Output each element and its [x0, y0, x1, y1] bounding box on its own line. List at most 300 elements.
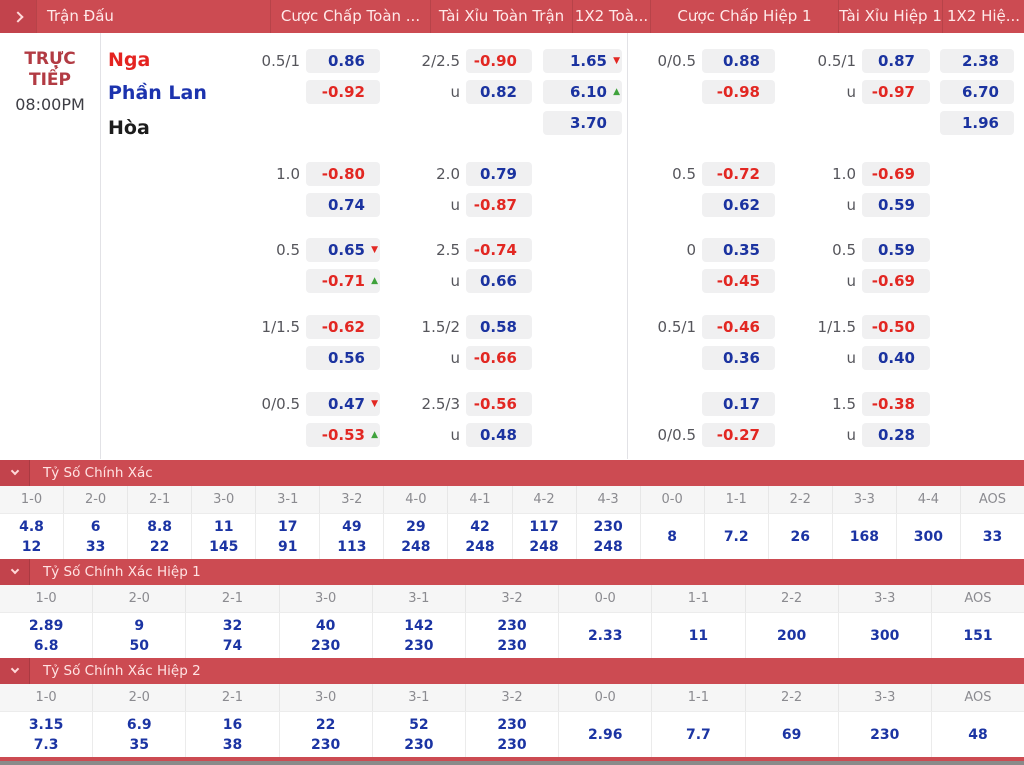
- ou-h1-line-label: u: [846, 426, 856, 444]
- score-odds-value: 33: [982, 528, 1003, 545]
- odds-value: -0.50: [871, 318, 915, 336]
- score-column-label: 3-2: [466, 585, 559, 612]
- score-column-label: 4-1: [448, 486, 512, 513]
- score-column-label: 3-2: [320, 486, 384, 513]
- score-odds-value: 248: [593, 538, 623, 555]
- score-odds-value: 11: [213, 518, 234, 535]
- ou-h1-odds-button[interactable]: [862, 193, 930, 217]
- score-odds-value: 230: [870, 726, 900, 743]
- score-column-label: 3-3: [839, 684, 932, 711]
- odds-value: 0.17: [722, 395, 760, 413]
- col-header-1x2-ft: 1X2 Toà...: [572, 0, 650, 33]
- score-odds-button[interactable]: [373, 613, 466, 658]
- score-odds-value: 151: [963, 627, 993, 644]
- score-column-label: 0-0: [559, 684, 652, 711]
- score-column-label: 3-0: [280, 684, 373, 711]
- score-column-label: AOS: [964, 591, 992, 606]
- ou-ft-odds-button[interactable]: [466, 80, 532, 104]
- hc-h1-odds-button[interactable]: [702, 238, 775, 262]
- score-odds-value: 50: [129, 637, 150, 654]
- score-column-label: 1-0: [0, 585, 93, 612]
- score-odds-value: 3.15: [28, 716, 64, 733]
- score-odds-value: 113: [337, 538, 367, 555]
- hc-h1-odds-button[interactable]: [702, 346, 775, 370]
- score-column-label: 3-0: [280, 585, 373, 612]
- score-odds-value: 230: [404, 637, 434, 654]
- hc-ft-line-label: 1/1.5: [261, 318, 300, 336]
- ou-ft-line-label: u: [450, 83, 460, 101]
- x2-h1-odds-button[interactable]: [940, 49, 1014, 73]
- score-odds-button[interactable]: [833, 514, 897, 559]
- ou-h1-line-label: 1.5: [832, 395, 856, 413]
- hc-h1-odds-button[interactable]: [702, 315, 775, 339]
- ou-ft-odds-button[interactable]: [466, 392, 532, 416]
- odds-value: -0.74: [473, 241, 517, 259]
- score-odds-value: 200: [776, 627, 807, 644]
- score-column-label: 3-3: [839, 585, 932, 612]
- ou-h1-odds-button[interactable]: [862, 238, 930, 262]
- section-title: Tỷ Số Chính Xác Hiệp 1: [43, 564, 201, 580]
- score-odds-value: 300: [870, 627, 900, 644]
- ou-ft-odds-button[interactable]: [466, 423, 532, 447]
- ou-h1-odds-button[interactable]: [862, 49, 930, 73]
- score-odds-value: 7.7: [686, 726, 711, 743]
- odds-value: 0.79: [479, 165, 517, 183]
- arrow-up-icon: ▲: [371, 430, 378, 440]
- score-odds-value: 230: [497, 637, 527, 654]
- hc-ft-odds-button[interactable]: [306, 423, 380, 447]
- score-odds-value: 230: [311, 736, 341, 753]
- odds-value: 0.86: [327, 52, 365, 70]
- odds-value: 0.56: [327, 349, 365, 367]
- x2-h1-odds-button[interactable]: [940, 80, 1014, 104]
- ou-ft-odds-button[interactable]: [466, 193, 532, 217]
- away-team: Phần Lan: [108, 82, 207, 104]
- score-odds-value: 22: [315, 716, 336, 733]
- score-odds-button[interactable]: [897, 514, 961, 559]
- score-odds-value: 69: [781, 726, 802, 743]
- odds-value: 0.65: [327, 241, 365, 259]
- score-odds-button[interactable]: [280, 712, 373, 757]
- score-odds-value: 42: [470, 518, 490, 535]
- score-odds-value: 29: [406, 518, 426, 535]
- score-odds-value: 248: [465, 538, 495, 555]
- score-odds-value: 2.89: [28, 617, 64, 634]
- ou-ft-line-label: 2/2.5: [421, 52, 460, 70]
- odds-value: -0.38: [871, 395, 915, 413]
- arrow-down-icon: ▼: [371, 399, 378, 409]
- odds-value: 2.38: [961, 52, 999, 70]
- score-odds-value: 4.8: [19, 518, 44, 535]
- chevron-down-icon: [10, 467, 18, 475]
- ou-ft-line-label: u: [450, 426, 460, 444]
- score-column-headers: [0, 486, 1024, 514]
- correct-score-section: [0, 658, 1024, 757]
- score-odds-button[interactable]: [192, 514, 256, 559]
- score-column-label: AOS: [964, 690, 992, 705]
- score-odds-button[interactable]: [186, 613, 279, 658]
- arrow-up-icon: ▲: [371, 276, 378, 286]
- odds-value: -0.56: [473, 395, 517, 413]
- ou-h1-line-label: u: [846, 272, 856, 290]
- score-odds-value: 40: [315, 617, 336, 634]
- score-odds-button[interactable]: [652, 712, 745, 757]
- score-odds-value: 2.33: [587, 627, 623, 644]
- score-column-headers: [0, 684, 1024, 712]
- chevron-right-icon: [12, 11, 23, 22]
- score-odds-value: 248: [401, 538, 431, 555]
- score-odds-value: 230: [311, 637, 341, 654]
- col-header-handicap-ft: Cược Chấp Toàn ...: [270, 0, 430, 33]
- ou-h1-odds-button[interactable]: [862, 162, 930, 186]
- ou-ft-line-label: 2.5/3: [421, 395, 460, 413]
- odds-value: 0.35: [722, 241, 760, 259]
- ou-h1-line-label: u: [846, 349, 856, 367]
- correct-score-section: [0, 460, 1024, 559]
- score-column-label: 2-0: [93, 585, 186, 612]
- ou-ft-odds-button[interactable]: [466, 238, 532, 262]
- score-values-row: [0, 712, 1024, 757]
- section-title: Tỷ Số Chính Xác: [43, 465, 153, 481]
- score-odds-value: 35: [129, 736, 150, 753]
- score-column-label: 2-0: [93, 684, 186, 711]
- score-column-label: 2-1: [186, 585, 279, 612]
- odds-value: -0.71: [321, 272, 365, 290]
- score-column-label: 4-2: [513, 486, 577, 513]
- expand-arrow-button[interactable]: [0, 0, 36, 33]
- hc-h1-odds-button[interactable]: [702, 49, 775, 73]
- section-title: Tỷ Số Chính Xác Hiệp 2: [43, 663, 201, 679]
- ou-ft-line-label: 2.5: [436, 241, 460, 259]
- ou-h1-odds-button[interactable]: [862, 315, 930, 339]
- score-odds-button[interactable]: [746, 712, 839, 757]
- hc-h1-line-label: 0.5/1: [657, 318, 696, 336]
- odds-value: 0.62: [722, 196, 760, 214]
- hc-h1-line-label: 0/0.5: [657, 426, 696, 444]
- correct-score-section: [0, 559, 1024, 658]
- score-odds-button[interactable]: [186, 712, 279, 757]
- odds-value: 0.88: [722, 52, 760, 70]
- ou-ft-odds-button[interactable]: [466, 269, 532, 293]
- odds-value: -0.72: [716, 165, 760, 183]
- ou-ft-odds-button[interactable]: [466, 346, 532, 370]
- hc-h1-odds-button[interactable]: [702, 392, 775, 416]
- score-odds-value: 248: [529, 538, 559, 555]
- col-header-match: Trận Đấu: [36, 0, 270, 33]
- score-odds-value: 142: [404, 617, 434, 634]
- bottom-scrollbar[interactable]: [0, 761, 1024, 765]
- hc-h1-odds-button[interactable]: [702, 162, 775, 186]
- score-odds-value: 91: [278, 538, 298, 555]
- hc-ft-odds-button[interactable]: [306, 80, 380, 104]
- match-time-column: [0, 33, 100, 114]
- score-column-label: AOS: [978, 492, 1007, 507]
- col-header-1x2-h1: 1X2 Hiệ...: [942, 0, 1024, 33]
- score-odds-button[interactable]: [64, 514, 128, 559]
- score-odds-button[interactable]: [0, 712, 93, 757]
- odds-value: -0.53: [321, 426, 365, 444]
- ou-h1-odds-button[interactable]: [862, 269, 930, 293]
- score-odds-value: 32: [222, 617, 243, 634]
- hc-ft-odds-button[interactable]: [306, 49, 380, 73]
- x2-ft-odds-button[interactable]: [543, 111, 622, 135]
- hc-h1-odds-button[interactable]: [702, 80, 775, 104]
- ou-h1-line-label: u: [846, 196, 856, 214]
- score-odds-value: 11: [688, 627, 709, 644]
- score-odds-button[interactable]: [448, 514, 512, 559]
- home-team: Nga: [108, 49, 151, 71]
- odds-value: 0.28: [877, 426, 915, 444]
- odds-value: -0.87: [473, 196, 517, 214]
- odds-value: -0.98: [716, 83, 760, 101]
- score-column-label: 4-3: [577, 486, 641, 513]
- score-odds-value: 49: [342, 518, 362, 535]
- chevron-down-icon: [10, 566, 18, 574]
- score-odds-value: 33: [85, 538, 106, 555]
- hc-ft-line-label: 0.5: [276, 241, 300, 259]
- ou-h1-line-label: 1.0: [832, 165, 856, 183]
- ou-h1-odds-button[interactable]: [862, 423, 930, 447]
- ou-ft-line-label: u: [450, 272, 460, 290]
- match-time: 08:00PM: [15, 95, 85, 114]
- score-column-label: 3-2: [466, 684, 559, 711]
- odds-value: 6.10: [569, 83, 607, 101]
- collapse-button[interactable]: [0, 460, 30, 486]
- score-column-label: 2-1: [186, 684, 279, 711]
- score-column-label: 0-0: [559, 585, 652, 612]
- score-odds-button[interactable]: [559, 712, 652, 757]
- ou-h1-line-label: 1/1.5: [817, 318, 856, 336]
- score-column-headers: [0, 585, 1024, 613]
- score-odds-value: 48: [968, 726, 988, 743]
- score-column-label: 3-3: [833, 486, 897, 513]
- hc-ft-odds-button[interactable]: [306, 346, 380, 370]
- hc-ft-line-label: 0/0.5: [261, 395, 300, 413]
- ou-h1-odds-button[interactable]: [862, 80, 930, 104]
- odds-value: -0.97: [871, 83, 915, 101]
- score-odds-button[interactable]: [466, 712, 559, 757]
- collapse-button[interactable]: [0, 559, 30, 585]
- score-odds-value: 7.2: [723, 528, 749, 545]
- odds-value: 0.58: [479, 318, 517, 336]
- score-column-label: 3-1: [373, 684, 466, 711]
- hc-ft-line-label: 1.0: [276, 165, 300, 183]
- ou-h1-line-label: 0.5: [832, 241, 856, 259]
- odds-value: -0.90: [473, 52, 517, 70]
- score-column-label: 1-0: [0, 486, 64, 513]
- x2-h1-odds-button[interactable]: [940, 111, 1014, 135]
- score-odds-button[interactable]: [839, 712, 932, 757]
- collapse-button[interactable]: [0, 658, 30, 684]
- score-column-label: 2-2: [769, 486, 833, 513]
- odds-value: -0.66: [473, 349, 517, 367]
- score-odds-value: 6.9: [126, 716, 152, 733]
- score-odds-value: 16: [222, 716, 243, 733]
- score-column-label: 1-1: [652, 585, 745, 612]
- score-odds-button[interactable]: [839, 613, 932, 658]
- score-column-label: 2-1: [128, 486, 192, 513]
- odds-value: -0.46: [716, 318, 760, 336]
- hc-ft-odds-button[interactable]: [306, 269, 380, 293]
- hc-ft-line-label: 0.5/1: [261, 52, 300, 70]
- score-column-label: 3-1: [373, 585, 466, 612]
- score-column-label: 3-0: [192, 486, 256, 513]
- score-odds-value: 2.96: [587, 726, 623, 743]
- score-odds-button[interactable]: [559, 613, 652, 658]
- chevron-down-icon: [10, 665, 18, 673]
- score-column-label: 1-0: [0, 684, 93, 711]
- arrow-down-icon: ▼: [613, 56, 620, 66]
- hc-ft-odds-button[interactable]: [306, 392, 380, 416]
- score-odds-button[interactable]: [769, 514, 833, 559]
- score-odds-button[interactable]: [0, 613, 93, 658]
- odds-value: -0.62: [321, 318, 365, 336]
- score-odds-button[interactable]: [577, 514, 641, 559]
- score-column-label: 0-0: [641, 486, 705, 513]
- col-header-overunder-h1: Tài Xỉu Hiệp 1: [838, 0, 942, 33]
- x2-ft-odds-button[interactable]: [543, 49, 622, 73]
- odds-value: -0.69: [871, 165, 915, 183]
- score-odds-value: 117: [529, 518, 559, 535]
- ou-h1-line-label: 0.5/1: [817, 52, 856, 70]
- hc-h1-odds-button[interactable]: [702, 423, 775, 447]
- col-header-handicap-h1: Cược Chấp Hiệp 1: [650, 0, 838, 33]
- odds-value: 0.87: [877, 52, 915, 70]
- score-odds-button[interactable]: [93, 712, 186, 757]
- score-odds-button[interactable]: [93, 613, 186, 658]
- score-column-label: 4-4: [897, 486, 961, 513]
- draw-label: Hòa: [108, 117, 150, 139]
- ou-ft-odds-button[interactable]: [466, 315, 532, 339]
- odds-table-header: [0, 0, 1024, 33]
- score-odds-value: 230: [497, 716, 527, 733]
- score-odds-value: 38: [222, 736, 243, 753]
- score-odds-button[interactable]: [128, 514, 192, 559]
- odds-value: 0.36: [722, 349, 760, 367]
- odds-value: 0.59: [877, 196, 915, 214]
- hc-h1-line-label: 0: [686, 241, 696, 259]
- score-odds-value: 8: [667, 528, 678, 545]
- odds-value: 1.65: [569, 52, 607, 70]
- score-odds-value: 230: [593, 518, 623, 535]
- ou-ft-odds-button[interactable]: [466, 162, 532, 186]
- hc-h1-odds-button[interactable]: [702, 269, 775, 293]
- score-odds-button[interactable]: [280, 613, 373, 658]
- odds-value: 1.96: [961, 114, 999, 132]
- score-odds-button[interactable]: [320, 514, 384, 559]
- odds-value: -0.80: [321, 165, 365, 183]
- score-column-label: 2-0: [64, 486, 128, 513]
- odds-panel: [0, 33, 1024, 459]
- score-odds-button[interactable]: [0, 514, 64, 559]
- score-values-row: [0, 514, 1024, 559]
- section-header-bar[interactable]: [0, 559, 1024, 585]
- hc-h1-line-label: 0.5: [672, 165, 696, 183]
- score-odds-button[interactable]: [961, 514, 1024, 559]
- score-odds-value: 52: [409, 716, 429, 733]
- col-header-overunder-ft: Tài Xỉu Toàn Trận: [430, 0, 572, 33]
- odds-value: 0.74: [327, 196, 365, 214]
- score-odds-value: 6: [90, 518, 101, 535]
- score-odds-button[interactable]: [256, 514, 320, 559]
- score-odds-value: 22: [149, 538, 170, 555]
- score-odds-button[interactable]: [466, 613, 559, 658]
- ou-h1-odds-button[interactable]: [862, 346, 930, 370]
- odds-value: 3.70: [569, 114, 607, 132]
- score-odds-value: 230: [497, 617, 527, 634]
- section-header-bar[interactable]: [0, 460, 1024, 486]
- hc-h1-line-label: 0/0.5: [657, 52, 696, 70]
- score-odds-value: 74: [222, 637, 243, 654]
- odds-value: 0.66: [479, 272, 517, 290]
- score-odds-value: 9: [134, 617, 145, 634]
- score-odds-value: 26: [790, 528, 811, 545]
- odds-value: 0.48: [479, 426, 517, 444]
- score-odds-button[interactable]: [652, 613, 745, 658]
- hc-ft-odds-button[interactable]: [306, 238, 380, 262]
- score-odds-value: 300: [913, 528, 944, 545]
- ou-ft-line-label: u: [450, 349, 460, 367]
- hc-h1-odds-button[interactable]: [702, 193, 775, 217]
- score-column-label: 3-1: [256, 486, 320, 513]
- ou-ft-line-label: 2.0: [436, 165, 460, 183]
- score-odds-value: 168: [849, 528, 879, 545]
- score-odds-value: 12: [21, 538, 42, 555]
- score-odds-button[interactable]: [513, 514, 577, 559]
- score-column-label: 4-0: [384, 486, 448, 513]
- ou-h1-odds-button[interactable]: [862, 392, 930, 416]
- score-odds-button[interactable]: [932, 613, 1024, 658]
- arrow-down-icon: ▼: [371, 245, 378, 255]
- score-odds-value: 17: [278, 518, 298, 535]
- section-header-bar[interactable]: [0, 658, 1024, 684]
- odds-value: -0.27: [716, 426, 760, 444]
- score-odds-value: 145: [209, 538, 239, 555]
- score-odds-value: 230: [404, 736, 434, 753]
- odds-value: -0.92: [321, 83, 365, 101]
- ou-ft-line-label: u: [450, 196, 460, 214]
- score-column-label: 2-2: [746, 684, 839, 711]
- hc-ft-odds-button[interactable]: [306, 162, 380, 186]
- arrow-up-icon: ▲: [613, 87, 620, 97]
- ou-ft-odds-button[interactable]: [466, 49, 532, 73]
- ou-ft-line-label: 1.5/2: [421, 318, 460, 336]
- hc-ft-odds-button[interactable]: [306, 315, 380, 339]
- score-odds-value: 8.8: [147, 518, 173, 535]
- score-column-label: 1-1: [705, 486, 769, 513]
- odds-value: 0.47: [327, 395, 365, 413]
- live-status: TRỰC TIẾP: [24, 49, 76, 90]
- x2-ft-odds-button[interactable]: [543, 80, 622, 104]
- score-odds-value: 6.8: [33, 637, 59, 654]
- score-column-label: 2-2: [746, 585, 839, 612]
- ou-h1-line-label: u: [846, 83, 856, 101]
- score-odds-button[interactable]: [384, 514, 448, 559]
- score-odds-button[interactable]: [641, 514, 705, 559]
- odds-value: 0.82: [479, 83, 517, 101]
- odds-value: -0.69: [871, 272, 915, 290]
- score-column-label: 1-1: [652, 684, 745, 711]
- odds-value: 0.40: [877, 349, 915, 367]
- score-odds-button[interactable]: [746, 613, 839, 658]
- score-odds-value: 230: [497, 736, 527, 753]
- odds-value: -0.45: [716, 272, 760, 290]
- odds-value: 6.70: [961, 83, 999, 101]
- score-odds-button[interactable]: [932, 712, 1024, 757]
- hc-ft-odds-button[interactable]: [306, 193, 380, 217]
- score-odds-button[interactable]: [373, 712, 466, 757]
- score-odds-button[interactable]: [705, 514, 769, 559]
